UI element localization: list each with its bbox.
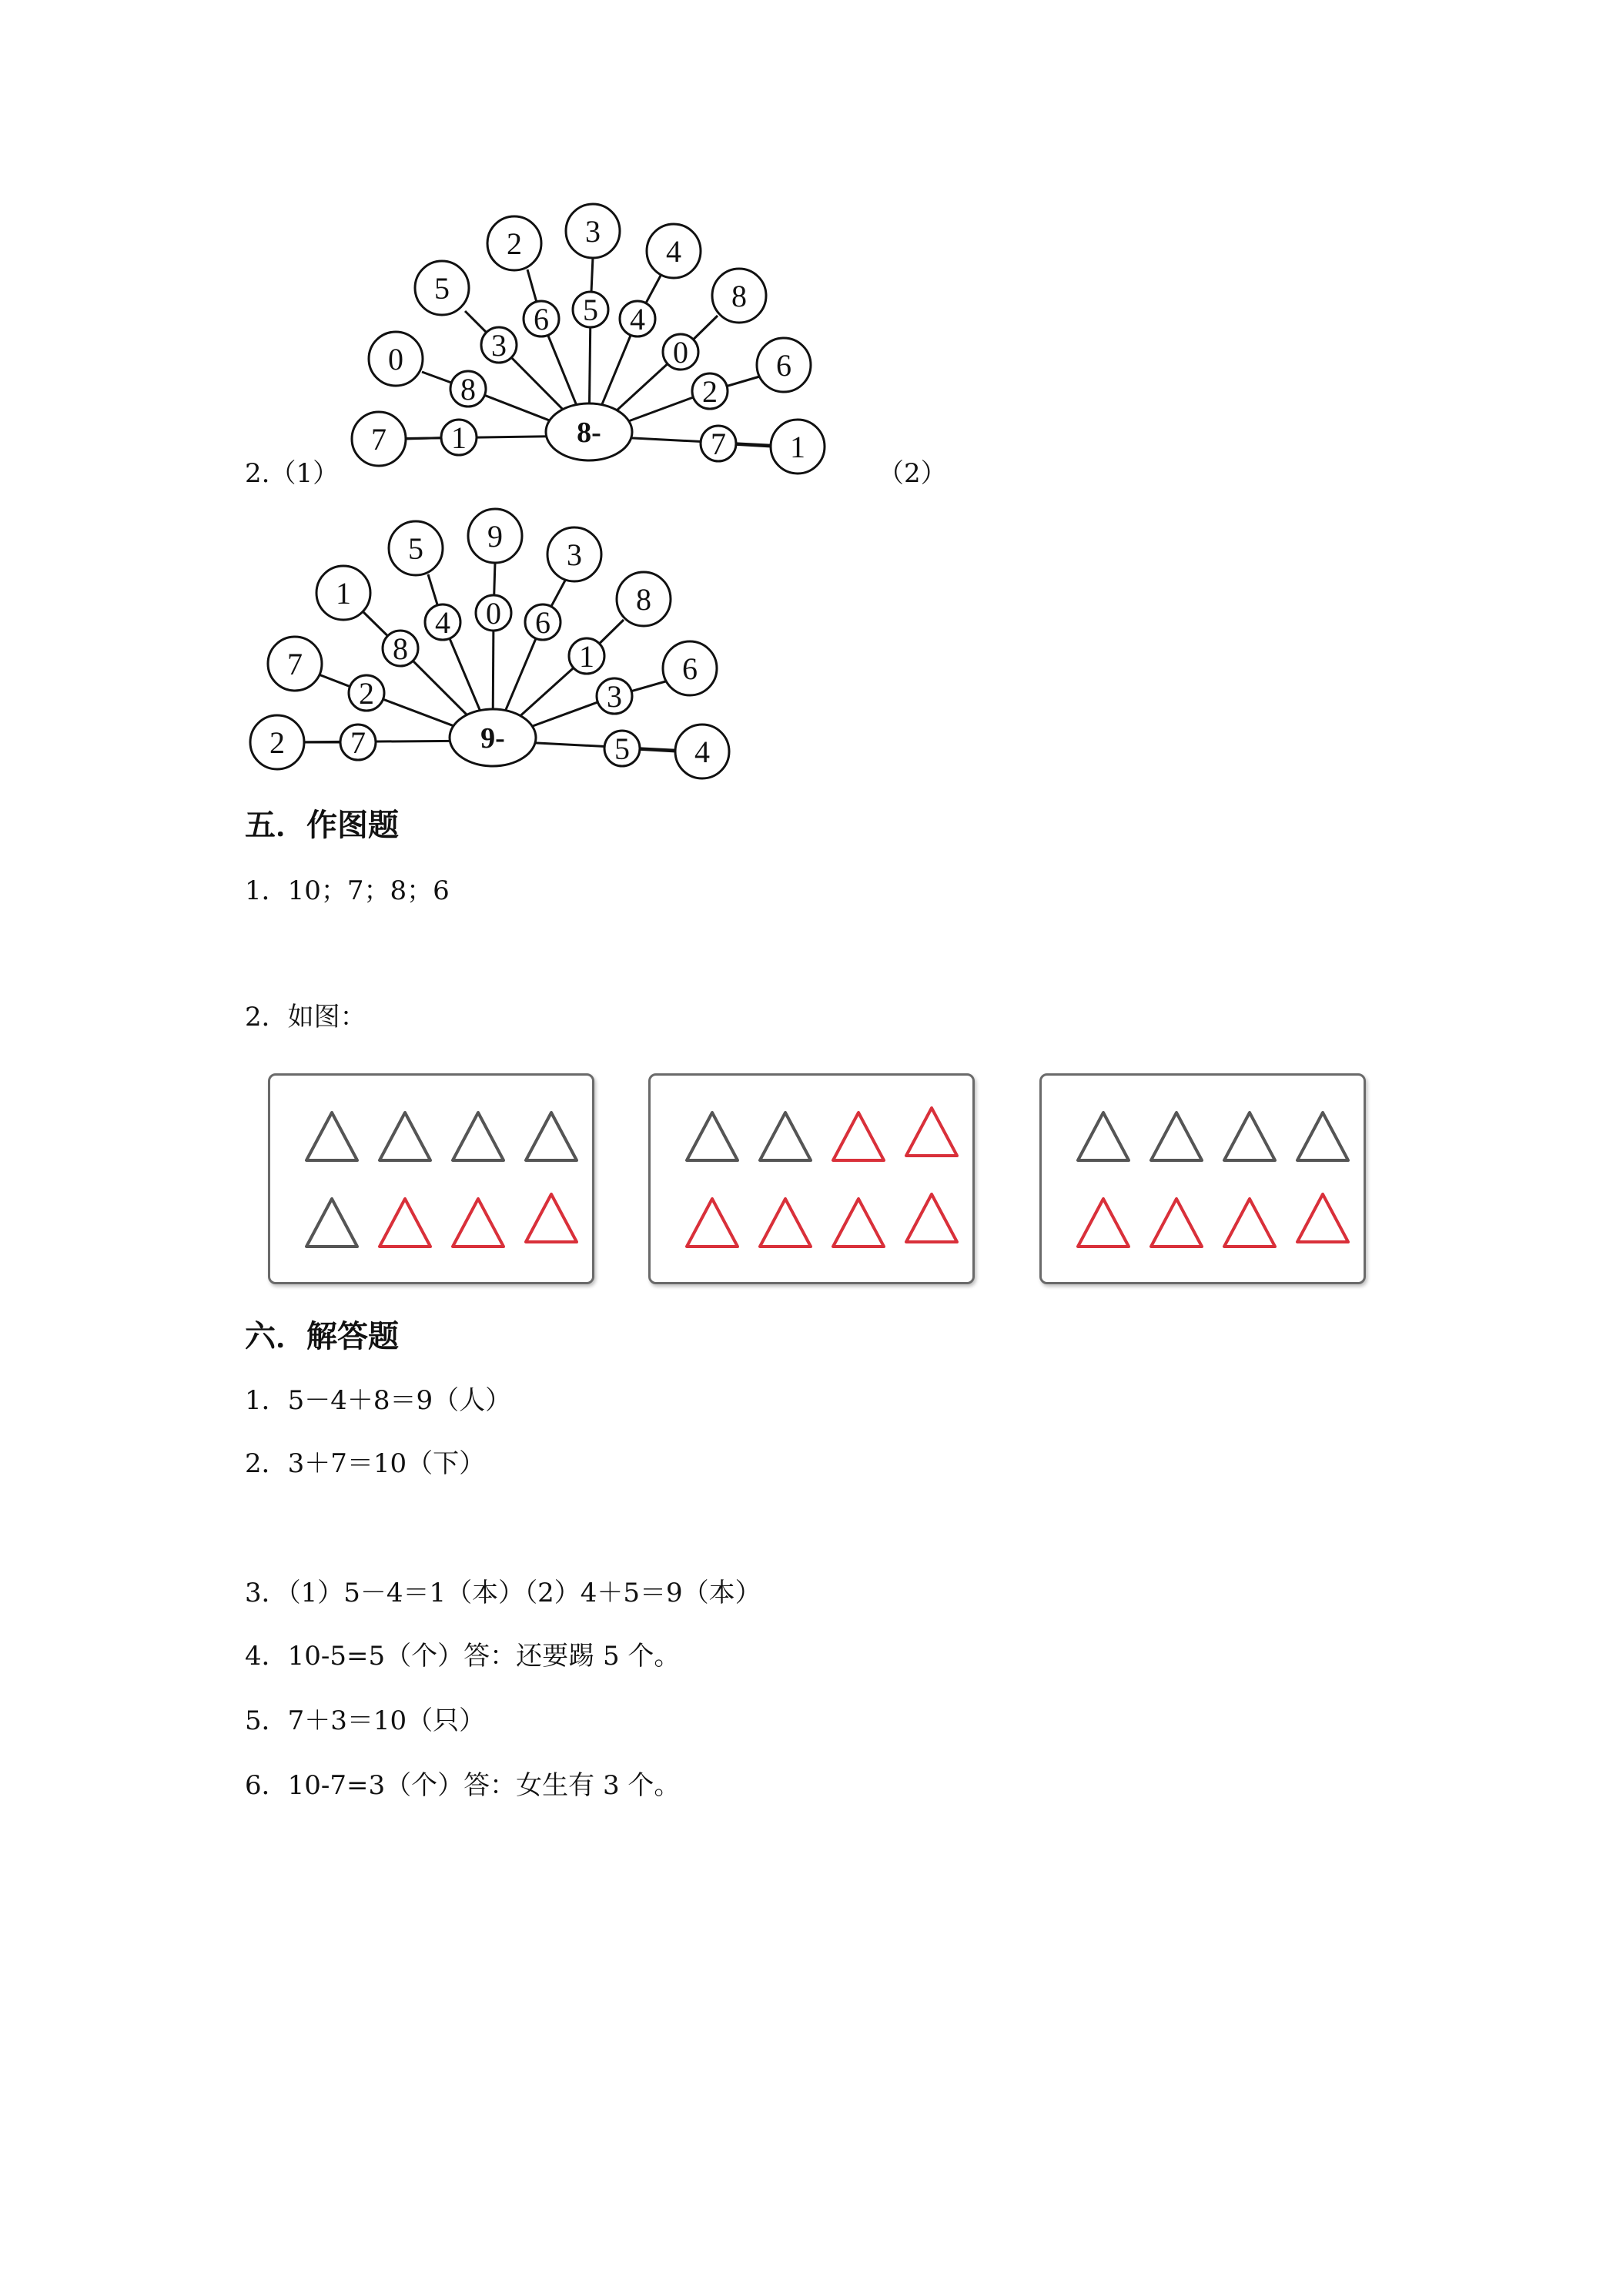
gray-triangle-icon	[1151, 1113, 1202, 1160]
red-triangle-icon	[526, 1194, 577, 1242]
fan1-outer-number: 7	[371, 422, 387, 457]
fan2-inner-number: 0	[486, 596, 501, 631]
gray-triangle-icon	[306, 1199, 357, 1247]
red-triangle-icon	[833, 1113, 884, 1160]
red-triangle-icon	[833, 1199, 884, 1247]
gray-triangle-icon	[306, 1113, 357, 1160]
fan2-inner-number: 4	[435, 605, 450, 640]
answer-3: 3．（1）5－4＝1（本）（2）4＋5＝9（本）	[245, 1578, 761, 1608]
fan2-inner-number: 2	[359, 676, 374, 711]
subtraction-fan-diagram-9	[0, 493, 770, 801]
fan2-inner-number: 5	[614, 731, 630, 766]
gray-triangle-icon	[1224, 1113, 1275, 1160]
fan2-outer-number: 8	[636, 582, 651, 617]
fan1-outer-number: 4	[666, 234, 681, 269]
fan1-outer-number: 3	[585, 214, 601, 249]
fan1-outer-number: 0	[388, 342, 403, 377]
gray-triangle-icon	[1297, 1113, 1348, 1160]
answer-4: 4．10-5=5（个）答：还要踢 5 个。	[245, 1641, 681, 1672]
section5-heading: 五．作图题	[245, 807, 399, 843]
fan1-inner-number: 1	[451, 420, 467, 455]
fan1-outer-number: 8	[731, 279, 747, 313]
section5-question-1: 1．10；7；8；6	[245, 875, 450, 906]
triangle-group-1	[270, 1076, 592, 1282]
gray-triangle-icon	[526, 1113, 577, 1160]
triangle-box-2	[648, 1073, 975, 1284]
section5-question-2: 2．如图：	[245, 1002, 366, 1033]
fan2-outer-number: 7	[287, 647, 303, 681]
gray-triangle-icon	[1078, 1113, 1129, 1160]
answer-2: 2．3＋7＝10（下）	[245, 1448, 486, 1479]
red-triangle-icon	[906, 1108, 957, 1156]
fan1-inner-number: 8	[460, 372, 476, 407]
fan2-inner-number: 7	[350, 725, 366, 760]
fan2-outer-number: 5	[408, 531, 423, 566]
gray-triangle-icon	[760, 1113, 811, 1160]
fan1-inner-number: 4	[630, 302, 645, 336]
fan1-inner-number: 3	[491, 328, 507, 363]
fan2-outer-number: 2	[269, 725, 285, 760]
triangle-group-3	[1042, 1076, 1364, 1282]
fan1-inner-number: 7	[711, 427, 726, 461]
gray-triangle-icon	[380, 1113, 430, 1160]
section6-heading: 六．解答题	[245, 1318, 399, 1354]
gray-triangle-icon	[687, 1113, 738, 1160]
item2-label: 2.（1）	[245, 458, 340, 489]
fan2-center-label: 9-	[480, 722, 505, 755]
fan2-inner-number: 6	[535, 605, 550, 640]
triangle-box-1	[268, 1073, 594, 1284]
red-triangle-icon	[1151, 1199, 1202, 1247]
fan2-inner-number: 8	[393, 631, 408, 666]
subtraction-fan-diagram-8	[0, 0, 847, 493]
fan2-inner-number: 1	[579, 639, 594, 674]
red-triangle-icon	[380, 1199, 430, 1247]
fan1-outer-number: 5	[434, 271, 450, 306]
fan1-center-label: 8-	[577, 417, 601, 449]
fan2-outer-number: 9	[487, 519, 503, 554]
triangle-box-3	[1039, 1073, 1366, 1284]
fan1-inner-number: 2	[702, 374, 718, 409]
fan1-outer-number: 2	[507, 226, 522, 261]
answer-5: 5．7＋3＝10（只）	[245, 1705, 486, 1736]
red-triangle-icon	[906, 1194, 957, 1242]
gray-triangle-icon	[453, 1113, 504, 1160]
answer-1: 1．5－4＋8＝9（人）	[245, 1385, 512, 1416]
fan1-outer-number: 6	[776, 348, 791, 383]
triangle-group-2	[651, 1076, 972, 1282]
red-triangle-icon	[1224, 1199, 1275, 1247]
fan2-outer-number: 1	[336, 576, 351, 611]
fan1-outer-number: 1	[790, 430, 805, 464]
fan1-inner-number: 0	[673, 335, 688, 370]
red-triangle-icon	[1297, 1194, 1348, 1242]
fan1-inner-number: 6	[534, 302, 549, 336]
red-triangle-icon	[687, 1199, 738, 1247]
item2-part2-label: （2）	[878, 458, 947, 489]
fan2-outer-number: 3	[567, 537, 582, 572]
fan2-outer-number: 4	[694, 735, 710, 769]
answer-6: 6．10-7=3（个）答：女生有 3 个。	[245, 1770, 681, 1801]
red-triangle-icon	[453, 1199, 504, 1247]
fan2-inner-number: 3	[607, 679, 622, 714]
fan1-inner-number: 5	[583, 293, 598, 327]
red-triangle-icon	[760, 1199, 811, 1247]
fan2-outer-number: 6	[682, 651, 698, 686]
red-triangle-icon	[1078, 1199, 1129, 1247]
